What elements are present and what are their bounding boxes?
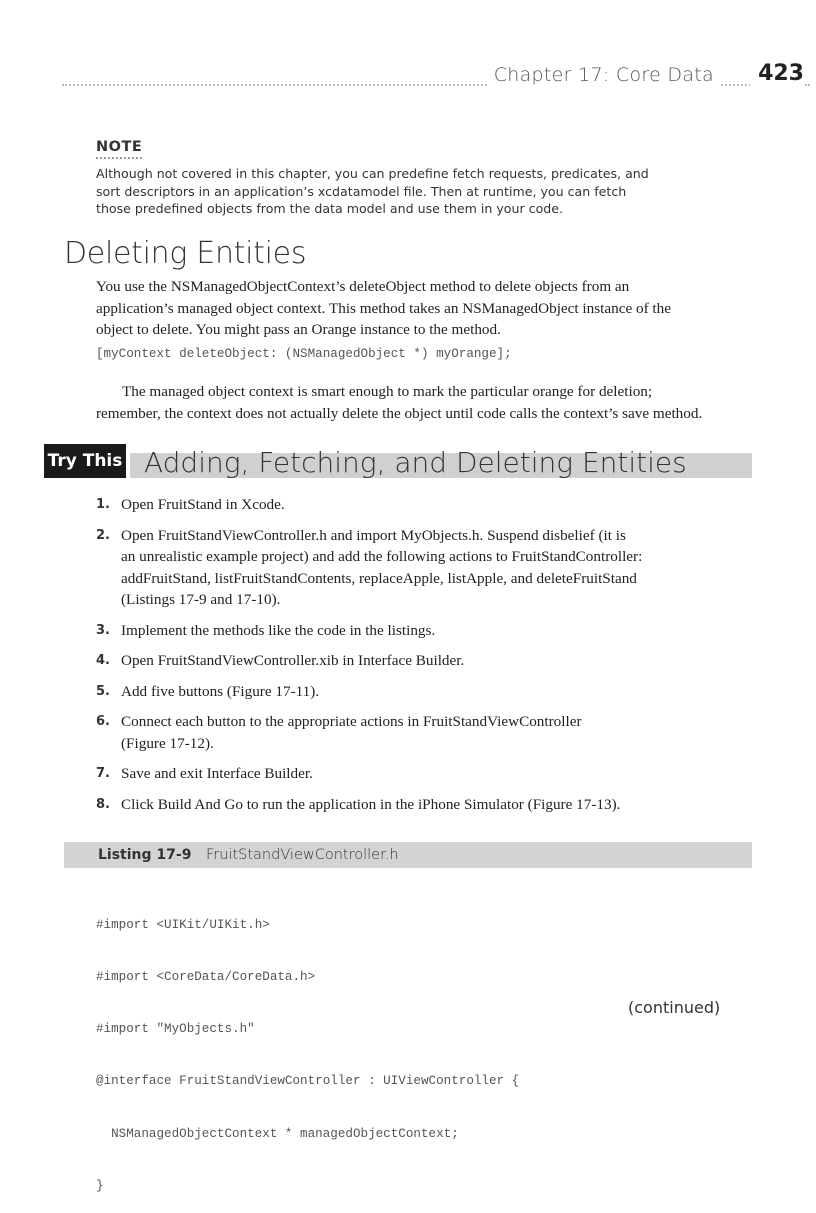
paragraph-line: You use the NSManagedObjectContext’s deleteObject method to delete objects from an [96,278,630,295]
paragraph-line: remember, the context does not actually delete the object until code calls the context’s save method. [96,404,703,422]
step-text: an unrealistic example project) and add the following actions to FruitStandController: [121,548,643,565]
paragraph-line: The managed object context is smart enough to mark the particular orange for deletion; [122,383,653,400]
code-line: #import <UIKit/UIKit.h> [96,917,270,932]
step-item [96,650,776,672]
listing-code [96,882,519,1213]
note-line: those predefined objects from the data model and use them in your code. [96,201,564,216]
step-text: Save and exit Interface Builder. [121,765,313,782]
note-block [96,136,736,218]
step-number: 8. [96,796,110,812]
step-text: Open FruitStandViewController.h and import MyObjects.h. Suspend disbelief (it is [121,526,626,544]
section-heading: Deleting Entities [64,236,307,271]
step-text: Connect each button to the appropriate actions in FruitStandViewController [121,713,582,730]
paragraph-delete-intro [96,276,766,341]
code-delete-object: [myContext deleteObject: (NSManagedObject *) myOrange]; [96,347,512,361]
note-line: Although not covered in this chapter, you can predefine fetch requests, predicates, and [96,166,649,181]
step-item [96,494,776,516]
continued-label: (continued) [628,998,721,1017]
code-line: #import "MyObjects.h" [96,1022,255,1037]
steps-list [96,494,776,824]
listing-header [64,842,752,868]
step-number: 4. [96,653,110,668]
step-item [96,525,776,611]
step-item [96,711,776,754]
paragraph-line: object to delete. You might pass an Orange instance to the method. [96,321,501,338]
note-line: sort descriptors in an application’s xcdatamodel file. Then at runtime, you can fetch [96,183,627,199]
chapter-title: Chapter 17: Core Data [488,64,720,86]
paragraph-line: application’s managed object context. This method takes an NSManagedObject instance of the [96,299,671,317]
listing-label: Listing 17-9 [98,847,192,863]
note-title: NOTE [96,139,142,159]
code-line: #import <CoreData/CoreData.h> [96,970,316,985]
note-text [96,165,736,218]
code-line: NSManagedObjectContext * managedObjectContext; [96,1126,459,1141]
try-this-title: Adding, Fetching, and Deleting Entities [144,446,687,479]
step-item [96,794,776,816]
step-number: 7. [96,766,110,781]
paragraph-context-note [96,381,776,424]
step-text: addFruitStand, listFruitStandContents, replaceApple, listApple, and deleteFruitStand [121,569,637,587]
try-this-badge: Try This [44,444,126,478]
step-text: Click Build And Go to run the application in the iPhone Simulator (Figure 17-13). [121,795,621,813]
step-item [96,681,776,703]
running-header [0,62,810,88]
listing-filename: FruitStandViewController.h [206,847,399,863]
step-text: Add five buttons (Figure 17-11). [121,682,320,700]
step-number: 2. [96,527,110,543]
step-number: 5. [96,683,110,699]
step-text: Open FruitStandViewController.xib in Interface Builder. [121,652,465,669]
step-text: (Listings 17-9 and 17-10). [121,591,281,608]
step-item [96,620,776,642]
step-text: Open FruitStand in Xcode. [121,496,285,513]
step-text: (Figure 17-12). [121,734,214,752]
page-number: 423 [750,61,804,86]
step-number: 1. [96,497,110,512]
code-line: } [96,1178,104,1193]
step-text: Implement the methods like the code in the listings. [121,621,436,639]
step-item [96,763,776,785]
code-line: @interface FruitStandViewController : UIViewController { [96,1074,520,1089]
step-number: 6. [96,714,110,729]
try-this-banner [44,444,752,478]
step-number: 3. [96,622,110,638]
